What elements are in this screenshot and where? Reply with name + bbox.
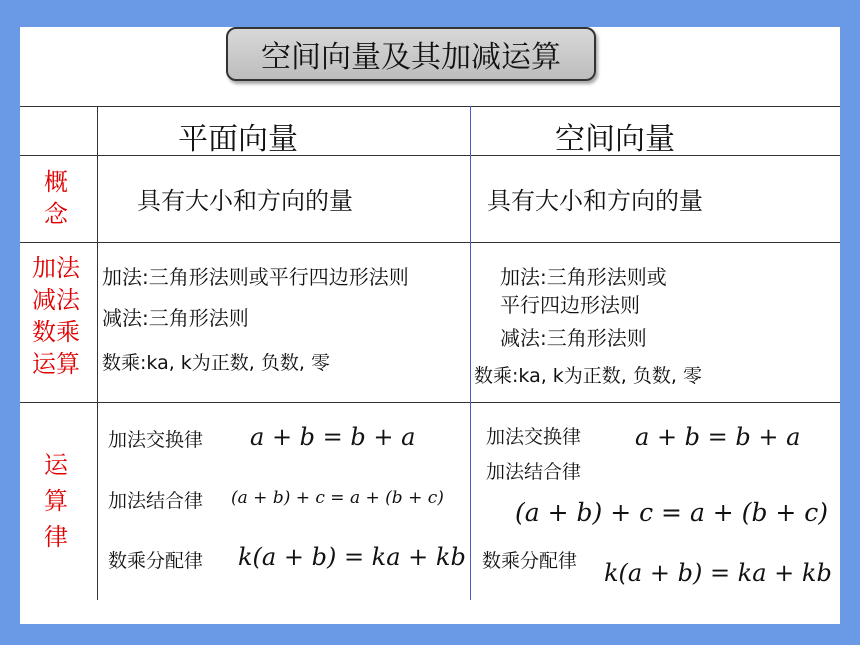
header-plane-vector: 平面向量 xyxy=(178,122,298,157)
space-commutative-formula: a + b = b + a xyxy=(635,423,801,451)
concept-space: 具有大小和方向的量 xyxy=(487,187,703,215)
plane-associative-formula: (a + b) + c = a + (b + c) xyxy=(231,488,444,508)
row-label-operations-line: 减法 xyxy=(32,286,80,314)
row-label-laws-line: 律 xyxy=(44,523,68,551)
space-addition-rule-line2: 平行四边形法则 xyxy=(500,293,640,317)
row-label-laws-line: 运 xyxy=(44,451,68,479)
table-divider xyxy=(20,402,840,403)
space-addition-rule-line1: 加法:三角形法则或 xyxy=(500,265,667,289)
slide-title: 空间向量及其加减运算 xyxy=(226,27,596,81)
concept-plane: 具有大小和方向的量 xyxy=(137,187,353,215)
row-label-operations-line: 加法 xyxy=(32,254,80,282)
row-label-concept-line: 概 xyxy=(44,168,68,196)
space-distributive-formula: k(a + b) = ka + kb xyxy=(604,559,832,587)
space-commutative-label: 加法交换律 xyxy=(486,426,582,448)
row-label-operations xyxy=(32,252,80,380)
table-column-divider xyxy=(97,106,98,600)
row-label-concept xyxy=(44,166,68,230)
row-label-concept-line: 念 xyxy=(44,200,68,228)
table-divider xyxy=(20,242,840,243)
table-divider xyxy=(20,155,840,156)
plane-commutative-label: 加法交换律 xyxy=(108,429,204,451)
plane-addition-rule: 加法:三角形法则或平行四边形法则 xyxy=(102,265,409,289)
table-column-divider xyxy=(470,106,471,600)
space-scalar-multiplication: 数乘:ka, k为正数, 负数, 零 xyxy=(474,365,702,387)
row-label-operations-line: 运算 xyxy=(32,350,80,378)
plane-commutative-formula: a + b = b + a xyxy=(250,423,416,451)
space-subtraction-rule: 减法:三角形法则 xyxy=(500,326,647,350)
plane-scalar-multiplication: 数乘:ka, k为正数, 负数, 零 xyxy=(102,352,330,374)
space-associative-formula: (a + b) + c = a + (b + c) xyxy=(515,498,829,527)
space-associative-label: 加法结合律 xyxy=(486,461,582,483)
row-label-laws xyxy=(44,447,68,555)
header-space-vector: 空间向量 xyxy=(555,122,675,157)
table-border-top xyxy=(20,106,840,107)
plane-distributive-formula: k(a + b) = ka + kb xyxy=(238,543,466,571)
space-distributive-label: 数乘分配律 xyxy=(482,550,578,572)
row-label-operations-line: 数乘 xyxy=(32,318,80,346)
plane-distributive-label: 数乘分配律 xyxy=(108,550,204,572)
plane-subtraction-rule: 减法:三角形法则 xyxy=(102,306,249,330)
plane-associative-label: 加法结合律 xyxy=(108,490,204,512)
row-label-laws-line: 算 xyxy=(44,487,68,515)
